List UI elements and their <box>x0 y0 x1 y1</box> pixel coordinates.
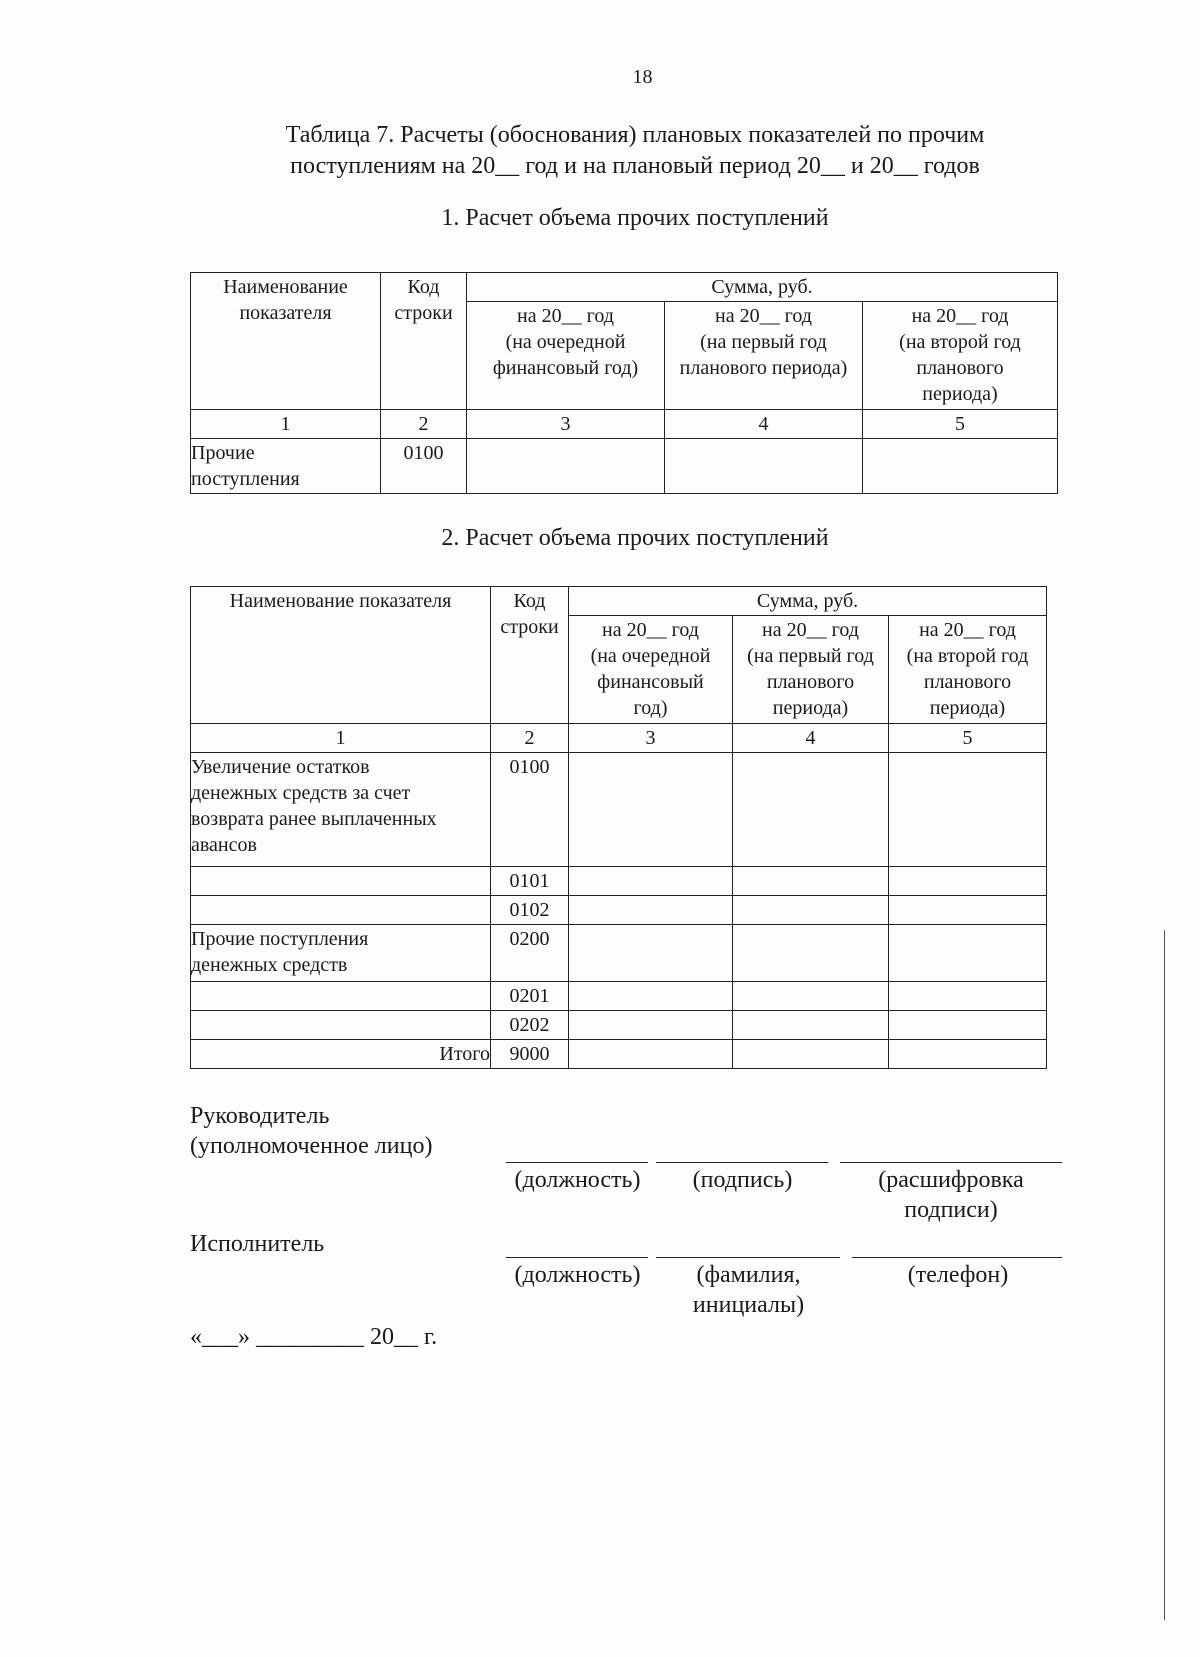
value-cell[interactable] <box>467 439 665 494</box>
row-code: 0100 <box>491 753 569 867</box>
row-code: 0201 <box>491 982 569 1011</box>
col-number: 4 <box>733 724 889 753</box>
value-cell[interactable] <box>889 982 1047 1011</box>
col-number: 2 <box>491 724 569 753</box>
row-name[interactable] <box>191 896 491 925</box>
date-line[interactable]: «___» _________ 20__ г. <box>190 1324 438 1350</box>
table-row <box>191 982 1047 1011</box>
value-cell[interactable] <box>733 1011 889 1040</box>
total-label: Итого <box>191 1040 491 1069</box>
table-row-total <box>191 1040 1047 1069</box>
value-cell[interactable] <box>863 439 1058 494</box>
value-cell[interactable] <box>733 896 889 925</box>
value-cell[interactable] <box>569 867 733 896</box>
value-cell[interactable] <box>569 753 733 867</box>
table-row <box>191 896 1047 925</box>
header-code: Код строки <box>381 273 467 410</box>
header-col-4: на 20__ год (на первый год планового периода) <box>733 616 889 724</box>
value-cell[interactable] <box>665 439 863 494</box>
col-number: 5 <box>863 410 1058 439</box>
value-cell[interactable] <box>569 896 733 925</box>
head-signature-line[interactable] <box>656 1162 828 1163</box>
header-name: Наименование показателя <box>191 587 491 724</box>
executor-label: Исполнитель <box>190 1231 325 1257</box>
row-code: 0102 <box>491 896 569 925</box>
section-1-heading: 1. Расчет объема прочих поступлений <box>441 205 829 231</box>
header-sum: Сумма, руб. <box>569 587 1047 616</box>
value-cell[interactable] <box>889 1011 1047 1040</box>
header-col-4: на 20__ год (на первый год планового периода) <box>665 302 863 410</box>
caption-name: (фамилия, инициалы) <box>692 1262 805 1318</box>
header-col-3: на 20__ год (на очередной финансовый год) <box>467 302 665 410</box>
table-title: Таблица 7. Расчеты (обоснования) плановых показателей по прочим поступлениям на 20__ год и на плановый период 20__ и 20__ годов <box>285 122 985 179</box>
col-number: 1 <box>191 724 491 753</box>
value-cell[interactable] <box>889 896 1047 925</box>
value-cell[interactable] <box>889 753 1047 867</box>
row-code: 0100 <box>381 439 467 494</box>
col-number: 1 <box>191 410 381 439</box>
table-row <box>191 753 1047 867</box>
table-row <box>191 925 1047 982</box>
executor-phone-line[interactable] <box>852 1257 1062 1258</box>
scan-margin-line <box>1164 930 1165 1620</box>
row-code: 9000 <box>491 1040 569 1069</box>
head-position-line[interactable] <box>506 1162 648 1163</box>
value-cell[interactable] <box>733 753 889 867</box>
header-col-5: на 20__ год (на второй год планового периода) <box>863 302 1058 410</box>
section-2-heading: 2. Расчет объема прочих поступлений <box>441 525 829 551</box>
row-code: 0200 <box>491 925 569 982</box>
table-row <box>191 867 1047 896</box>
table-row <box>191 439 1058 494</box>
table-2 <box>190 586 1047 1069</box>
col-number: 3 <box>467 410 665 439</box>
caption-position: (должность) <box>514 1262 641 1288</box>
value-cell[interactable] <box>569 1011 733 1040</box>
header-col-5: на 20__ год (на второй год планового периода) <box>889 616 1047 724</box>
executor-name-line[interactable] <box>656 1257 840 1258</box>
value-cell[interactable] <box>889 867 1047 896</box>
row-name[interactable] <box>191 867 491 896</box>
head-decoding-line[interactable] <box>840 1162 1062 1163</box>
value-cell[interactable] <box>889 1040 1047 1069</box>
header-sum: Сумма, руб. <box>467 273 1058 302</box>
row-name: Прочие поступления денежных средств <box>191 925 491 982</box>
value-cell[interactable] <box>733 1040 889 1069</box>
row-code: 0101 <box>491 867 569 896</box>
table-1 <box>190 272 1058 494</box>
caption-decoding: (расшифровка подписи) <box>878 1167 1024 1223</box>
col-number: 5 <box>889 724 1047 753</box>
value-cell[interactable] <box>889 925 1047 982</box>
caption-signature: (подпись) <box>692 1167 793 1193</box>
row-name[interactable] <box>191 982 491 1011</box>
header-name: Наименование показателя <box>191 273 381 410</box>
value-cell[interactable] <box>733 925 889 982</box>
row-name: Прочие поступления <box>191 439 381 494</box>
value-cell[interactable] <box>733 867 889 896</box>
head-label: Руководитель (уполномоченное лицо) <box>190 1103 433 1159</box>
col-number: 2 <box>381 410 467 439</box>
col-number: 4 <box>665 410 863 439</box>
row-name[interactable] <box>191 1011 491 1040</box>
page-number: 18 <box>632 66 653 88</box>
row-code: 0202 <box>491 1011 569 1040</box>
col-number: 3 <box>569 724 733 753</box>
caption-position: (должность) <box>514 1167 641 1193</box>
value-cell[interactable] <box>569 925 733 982</box>
value-cell[interactable] <box>733 982 889 1011</box>
executor-position-line[interactable] <box>506 1257 648 1258</box>
caption-phone: (телефон) <box>907 1262 1009 1288</box>
value-cell[interactable] <box>569 982 733 1011</box>
row-name: Увеличение остатков денежных средств за счет возврата ранее выплаченных авансов <box>191 753 491 867</box>
header-col-3: на 20__ год (на очередной финансовый год) <box>569 616 733 724</box>
header-code: Код строки <box>491 587 569 724</box>
value-cell[interactable] <box>569 1040 733 1069</box>
table-row <box>191 1011 1047 1040</box>
